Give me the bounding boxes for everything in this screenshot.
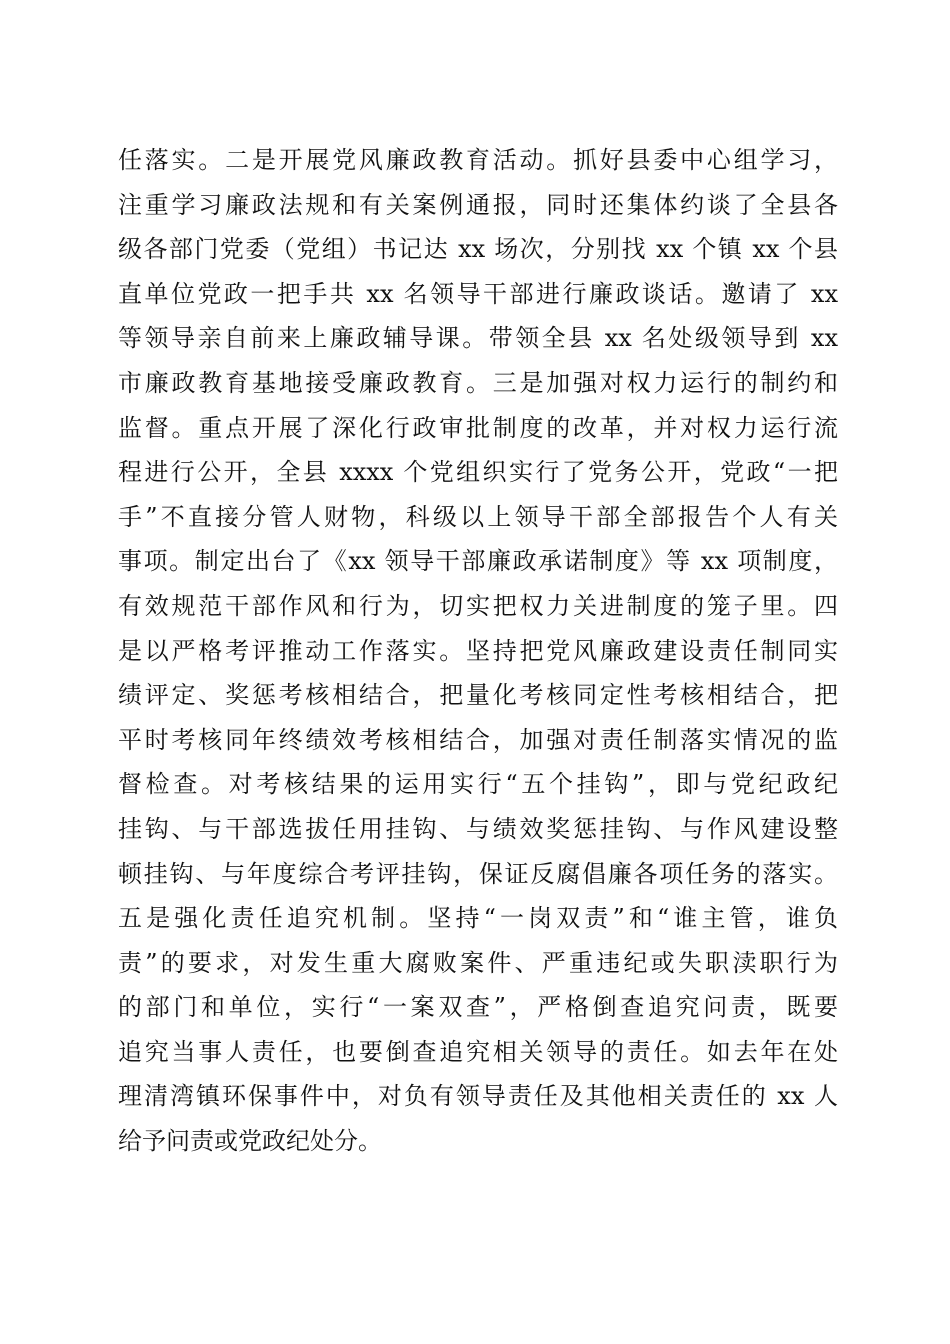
text-line: 注重学习廉政法规和有关案例通报，同时还集体约谈了全县各: [118, 190, 838, 219]
text-line: 五是强化责任追究机制。坚持“一岗双责”和“谁主管，谁负: [118, 904, 838, 933]
text-line: 有效规范干部作风和行为，切实把权力关进制度的笼子里。四: [118, 591, 838, 620]
text-line: 市廉政教育基地接受廉政教育。三是加强对权力运行的制约和: [118, 368, 838, 397]
body-paragraph: [118, 138, 838, 1164]
text-line: 责”的要求，对发生重大腐败案件、严重违纪或失职渎职行为: [118, 948, 838, 977]
text-line: 的部门和单位，实行“一案双查”，严格倒查追究问责，既要: [118, 993, 838, 1022]
text-line: 直单位党政一把手共 xx 名领导干部进行廉政谈话。邀请了 xx: [118, 279, 838, 308]
text-line: 追究当事人责任，也要倒查追究相关领导的责任。如去年在处: [118, 1037, 838, 1066]
text-line: 手”不直接分管人财物，科级以上领导干部全部报告个人有关: [118, 502, 838, 531]
text-line: 任落实。二是开展党风廉政教育活动。抓好县委中心组学习，: [118, 146, 838, 174]
text-line: 理清湾镇环保事件中，对负有领导责任及其他相关责任的 xx 人: [118, 1082, 838, 1111]
text-line: 是以严格考评推动工作落实。坚持把党风廉政建设责任制同实: [118, 636, 838, 665]
text-line: 程进行公开，全县 xxxx 个党组织实行了党务公开，党政“一把: [118, 458, 838, 487]
text-line: 事项。制定出台了《xx 领导干部廉政承诺制度》等 xx 项制度，: [118, 547, 838, 576]
text-line: 级各部门党委（党组）书记达 xx 场次，分别找 xx 个镇 xx 个县: [118, 235, 838, 264]
text-line: 等领导亲自前来上廉政辅导课。带领全县 xx 名处级领导到 xx: [118, 324, 838, 353]
text-line: 监督。重点开展了深化行政审批制度的改革，并对权力运行流: [118, 413, 838, 442]
text-line: 绩评定、奖惩考核相结合，把量化考核同定性考核相结合，把: [118, 681, 838, 710]
text-line: 挂钩、与干部选拔任用挂钩、与绩效奖惩挂钩、与作风建设整: [118, 814, 838, 843]
text-line: 平时考核同年终绩效考核相结合，加强对责任制落实情况的监: [118, 725, 838, 754]
text-line: 给予问责或党政纪处分。: [118, 1127, 382, 1156]
text-line: 督检查。对考核结果的运用实行“五个挂钩”，即与党纪政纪: [118, 770, 838, 799]
text-line: 顿挂钩、与年度综合考评挂钩，保证反腐倡廉各项任务的落实。: [118, 859, 838, 888]
